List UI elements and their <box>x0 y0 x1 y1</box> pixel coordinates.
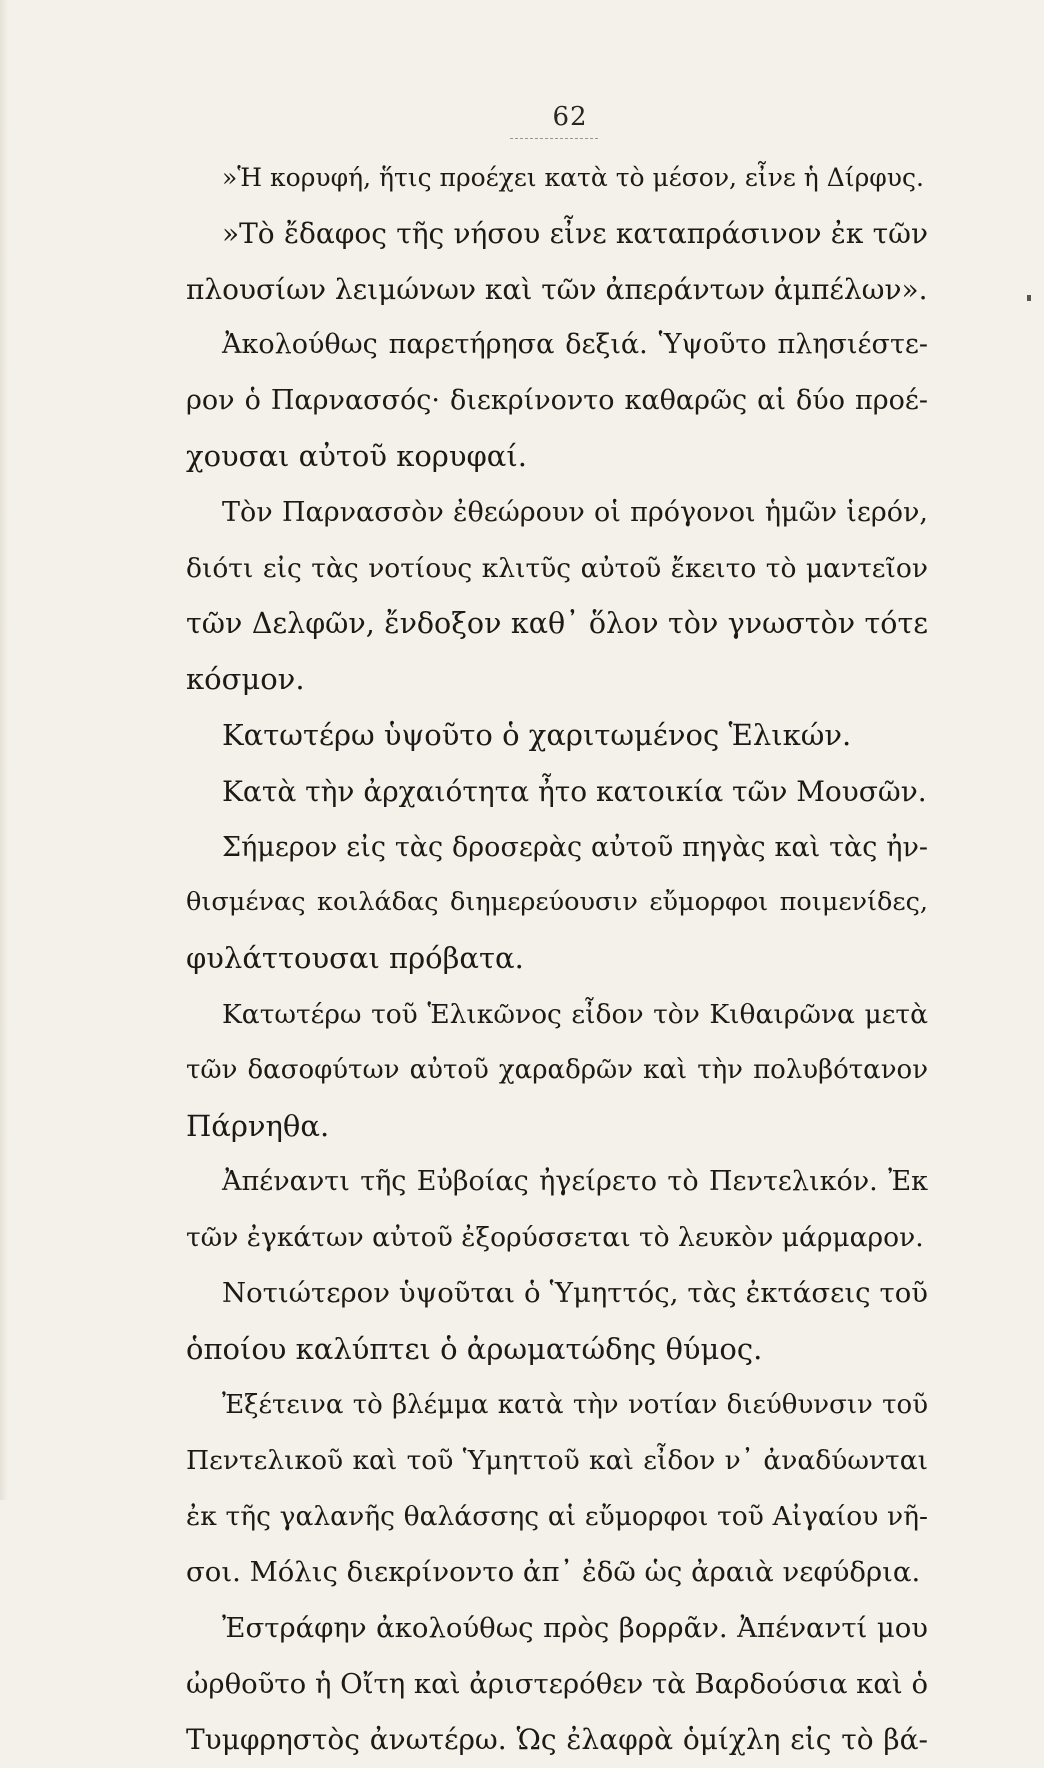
text-line: Ἀκολούθως παρετήρησα δεξιά. Ὑψοῦτο πλησιέστε- <box>222 329 928 361</box>
text-line: πλουσίων λειμώνων καὶ τῶν ἀπεράντων ἀμπέλων». <box>186 272 928 306</box>
text-line: φυλάττουσαι πρόβατα. <box>186 941 524 976</box>
text-line: Πάρνηθα. <box>186 1108 330 1143</box>
text-line: Πεντελικοῦ καὶ τοῦ Ὑμηττοῦ καὶ εἶδον ν᾽ ἀναδύωνται <box>186 1445 928 1477</box>
text-line: κόσμον. <box>186 662 305 697</box>
text-line: Κατωτέρω τοῦ Ἑλικῶνος εἶδον τὸν Κιθαιρῶνα μετὰ <box>222 998 928 1030</box>
text-line: τῶν δασοφύτων αὐτοῦ χαραδρῶν καὶ τὴν πολυβότανον <box>186 1054 928 1085</box>
text-line: χουσαι αὐτοῦ κορυφαί. <box>186 438 527 473</box>
text-line: Ἐστράφην ἀκολούθως πρὸς βορρᾶν. Ἀπέναντί μου <box>222 1611 928 1644</box>
text-line: θισμένας κοιλάδας διημερεύουσιν εὔμορφοι ποιμενίδες, <box>186 887 928 918</box>
text-line: ἐκ τῆς γαλανῆς θαλάσσης αἱ εὔμορφοι τοῦ Αἰγαίου νῆ- <box>186 1501 928 1533</box>
text-line: Ἀπέναντι τῆς Εὐβοίας ἠγείρετο τὸ Πεντελικόν. Ἐκ <box>222 1166 928 1198</box>
text-line: ὁποίου καλύπτει ὁ ἀρωματώδης θύμος. <box>186 1331 763 1366</box>
body-text <box>186 150 928 1768</box>
text-line: »Ἡ κορυφή, ἥτις προέχει κατὰ τὸ μέσον, εἶνε ἡ Δίρφυς. <box>222 163 924 192</box>
text-line: »Τὸ ἔδαφος τῆς νήσου εἶνε καταπράσινον ἐκ τῶν <box>222 216 928 250</box>
text-line: Ἐξέτεινα τὸ βλέμμα κατὰ τὴν νοτίαν διεύθυνσιν τοῦ <box>222 1389 928 1420</box>
text-line: ὠρθοῦτο ἡ Οἴτη καὶ ἀριστερόθεν τὰ Βαρδούσια καὶ ὁ <box>186 1667 928 1700</box>
page-number: 62 <box>552 102 588 132</box>
text-line: Νοτιώτερον ὑψοῦται ὁ Ὑμηττός, τὰς ἐκτάσεις τοῦ <box>222 1276 928 1309</box>
text-line: Σήμερον εἰς τὰς δροσερὰς αὐτοῦ πηγὰς καὶ τὰς ἠν- <box>222 831 928 863</box>
text-line: Κατὰ τὴν ἀρχαιότητα ἦτο κατοικία τῶν Μουσῶν. <box>222 774 927 808</box>
text-line: ρον ὁ Παρνασσός· διεκρίνοντο καθαρῶς αἱ δύο προέ- <box>186 385 928 417</box>
text-line: Τυμφρηστὸς ἀνωτέρω. Ὡς ἐλαφρὰ ὁμίχλη εἰς τὸ βά- <box>186 1723 928 1757</box>
text-line: τῶν ἐγκάτων αὐτοῦ ἐξορύσσεται τὸ λευκὸν μάρμαρον. <box>186 1222 924 1254</box>
text-line: τῶν Δελφῶν, ἔνδοξον καθ᾽ ὅλον τὸν γνωστὸν τότε <box>186 607 928 641</box>
margin-mark <box>1027 295 1031 301</box>
text-line: Κατωτέρω ὑψοῦτο ὁ χαριτωμένος Ἑλικών. <box>222 717 852 752</box>
page-edge-shadow <box>0 0 8 1500</box>
text-line: σοι. Μόλις διεκρίνοντο ἀπ᾽ ἐδῶ ὡς ἀραιὰ νεφύδρια. <box>186 1555 921 1588</box>
text-line: διότι εἰς τὰς νοτίους κλιτῦς αὐτοῦ ἔκειτο τὸ μαντεῖον <box>186 552 928 584</box>
text-line: Τὸν Παρνασσὸν ἐθεώρουν οἱ πρόγονοι ἡμῶν ἱερόν, <box>222 496 928 528</box>
page-number-ornament <box>510 138 598 139</box>
